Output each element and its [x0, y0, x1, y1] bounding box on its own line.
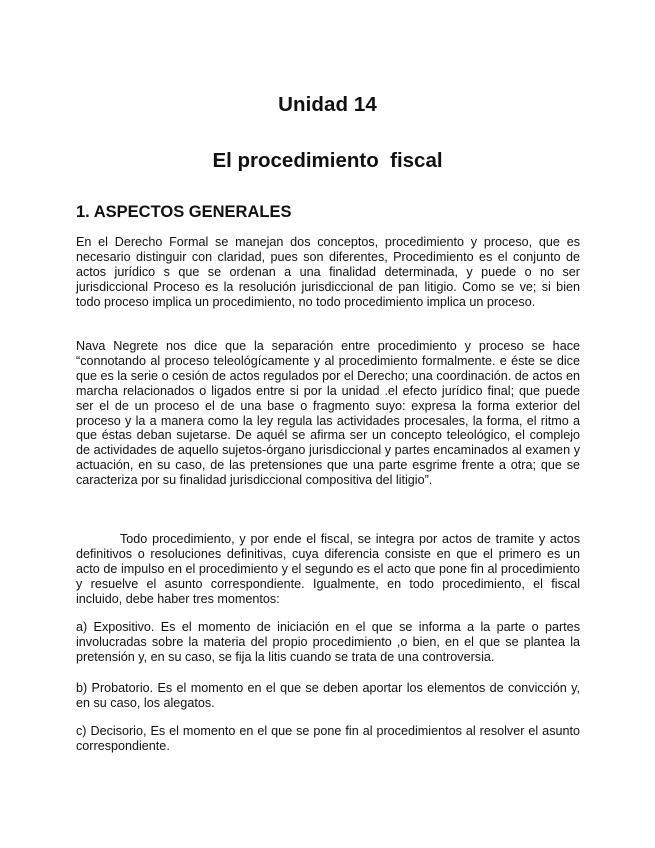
unit-title: Unidad 14	[278, 93, 377, 116]
paragraph-expositive-moment: a) Expositivo. Es el momento de iniciación en el que se informa a la parte o partes involucradas sobre la materia del propio procedimiento ,o bien, en el que se plantea la pretensión y, en su caso, se fija la litis cuando se trata de una controversia.	[76, 620, 580, 664]
paragraph-probative-moment: b) Probatorio. Es el momento en el que se deben aportar los elementos de convicción y, en su caso, los alegatos.	[76, 681, 580, 710]
paragraph-procedure-vs-process: En el Derecho Formal se manejan dos conceptos, procedimiento y proceso, que es necesario distinguir con claridad, pues son diferentes, Procedimiento es el conjunto de actos jurídico s que se ordenan a una finalidad determinada, y puede o no ser jurisdiccional Proceso es la resolución jurisdiccional de pan litigio. Como se ve; si bien todo proceso implica un procedimiento, no todo procedimiento implica un proceso.	[76, 235, 580, 309]
paragraph-nava-negrete-quote: Nava Negrete nos dice que la separación entre procedimiento y proceso se hace “connotando al proceso teleológícamente y al procedimiento formalmente. e éste se dice que es la serie o cesión de actos regulados por el Derecho; una coordinación. de actos en marcha relacionados o ligados entre si por la unidad .el efecto jurídico final; que puede ser el de un proceso el de una base o fragmento suyo: expresa la forma exterior del proceso y la a manera como la ley regula las actividades procesales, la forma, el ritmo a que éstas deban sujetarse. De aquél se afirma ser un concepto teleológico, el complejo de actividades de aquello sujetos-órgano jurisdiccional y partes encaminados al examen y actuación, en su caso, de las pretensiones que una parte esgrime frente a otra; que se caracteriza por su finalidad jurisdiccional compositiva del litigio”.	[76, 339, 580, 488]
paragraph-fiscal-procedure-acts: Todo procedimiento, y por ende el fiscal, se integra por actos de tramite y actos definitivos o resoluciones definitivas, cuya diferencia consiste en que el primero es un acto de impulso en el procedimiento y el segundo es el acto que pone fin al procedimiento y resuelve el asunto correspondiente. Igualmente, en todo procedimiento, el fiscal incluido, debe haber tres momentos:	[76, 532, 580, 606]
paragraph-decisive-moment: c) Decisorio, Es el momento en el que se pone fin al procedimientos al resolver el asunto correspondiente.	[76, 724, 580, 753]
section-heading: 1. ASPECTOS GENERALES	[76, 203, 292, 221]
chapter-title: El procedimiento fiscal	[212, 149, 443, 172]
